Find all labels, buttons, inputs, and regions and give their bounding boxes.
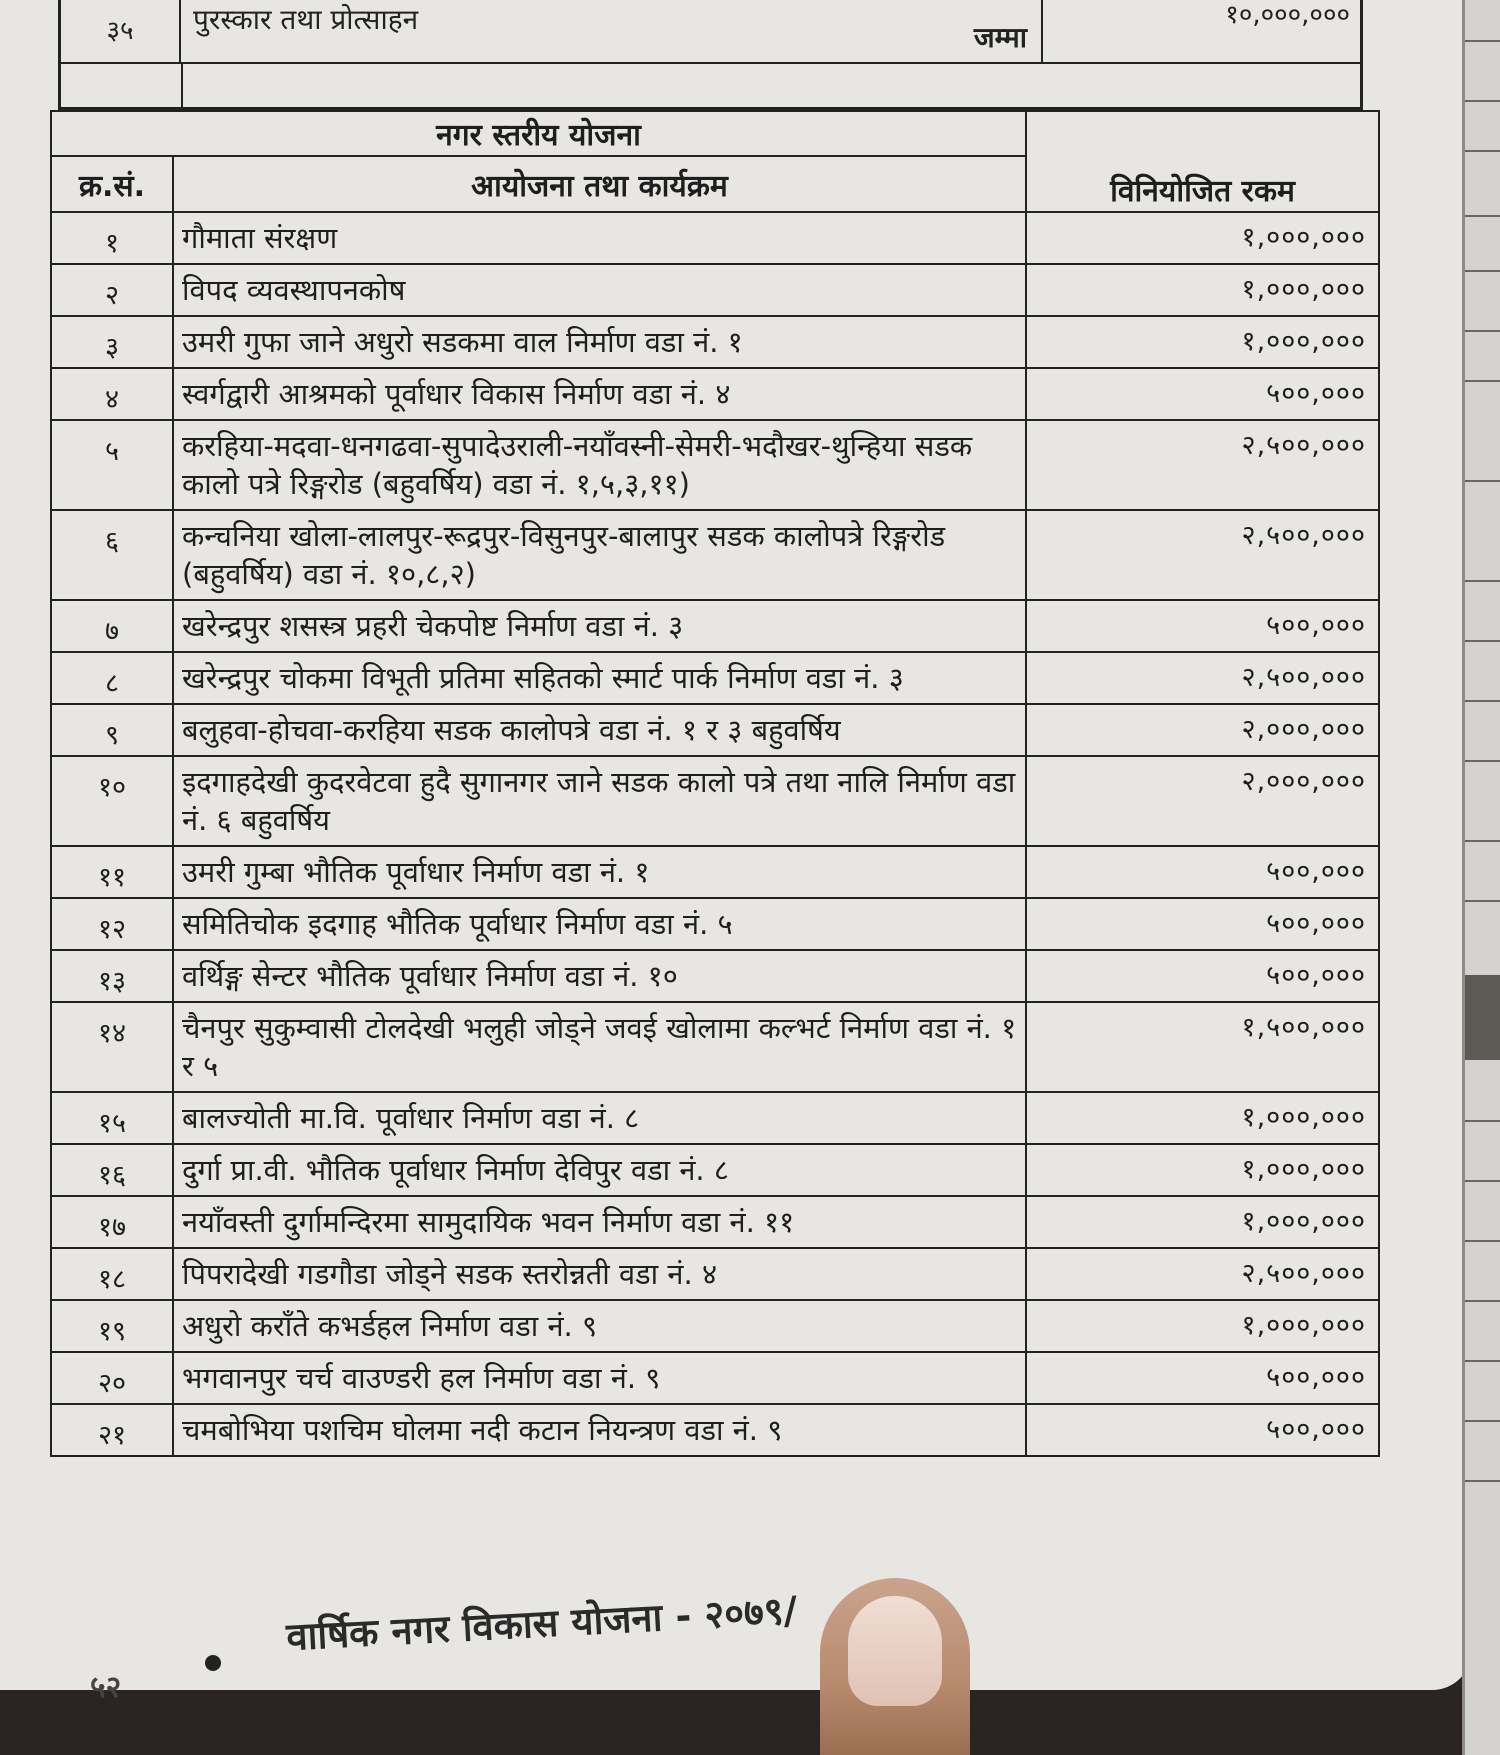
row-amount: २,५००,००० [1026, 1248, 1379, 1300]
municipal-plan-table [50, 110, 1380, 1457]
row-sn: २१ [51, 1404, 173, 1456]
row-sn: ६ [51, 510, 173, 600]
table-row [51, 368, 1379, 420]
row-amount: ५००,००० [1026, 368, 1379, 420]
thumbnail [848, 1596, 942, 1706]
row-description: करहिया-मदवा-धनगढवा-सुपादेउराली-नयाँवस्नी-सेमरी-भदौखर-थुन्हिया सडक कालो पत्रे रिङ्गरोड (बहुवर्षिय) वडा नं. १,५,३,११) [173, 420, 1026, 510]
section-header-row [51, 111, 1379, 156]
adjacent-page-edge [1462, 0, 1500, 1755]
row-amount: १,०००,००० [1026, 264, 1379, 316]
row-sn: १६ [51, 1144, 173, 1196]
previous-table-fragment [58, 0, 1363, 110]
thumb [820, 1578, 970, 1755]
row-description: स्वर्गद्वारी आश्रमको पूर्वाधार विकास निर्माण वडा नं. ४ [173, 368, 1026, 420]
table-row [51, 756, 1379, 846]
previous-row-sn: ३५ [61, 0, 181, 62]
row-amount: २,५००,००० [1026, 420, 1379, 510]
table-row [51, 704, 1379, 756]
row-sn: ८ [51, 652, 173, 704]
row-sn: १९ [51, 1300, 173, 1352]
row-amount: १,०००,००० [1026, 1300, 1379, 1352]
row-description: विपद व्यवस्थापनकोष [173, 264, 1026, 316]
row-sn: ११ [51, 846, 173, 898]
table-row [51, 600, 1379, 652]
row-description: पिपरादेखी गडगौडा जोड्ने सडक स्तरोन्नती वडा नं. ४ [173, 1248, 1026, 1300]
row-sn: १७ [51, 1196, 173, 1248]
sn-header: क्र.सं. [51, 156, 173, 212]
row-description: बलुहवा-होचवा-करहिया सडक कालोपत्रे वडा नं. १ र ३ बहुवर्षिय [173, 704, 1026, 756]
row-description: बालज्योती मा.वि. पूर्वाधार निर्माण वडा नं. ८ [173, 1092, 1026, 1144]
row-sn: १२ [51, 898, 173, 950]
row-sn: ५ [51, 420, 173, 510]
section-title: नगर स्तरीय योजना [51, 111, 1026, 156]
table-row [51, 1144, 1379, 1196]
row-description: कन्चनिया खोला-लालपुर-रूद्रपुर-विसुनपुर-बालापुर सडक कालोपत्रे रिङ्गरोड (बहुवर्षिय) वडा नं. १०,८,२) [173, 510, 1026, 600]
table-row [51, 1248, 1379, 1300]
row-amount: १,५००,००० [1026, 1002, 1379, 1092]
row-amount: २,०००,००० [1026, 704, 1379, 756]
row-description: समितिचोक इदगाह भौतिक पूर्वाधार निर्माण वडा नं. ५ [173, 898, 1026, 950]
table-row [51, 1196, 1379, 1248]
row-description: अधुरो कराँते कभर्डहल निर्माण वडा नं. ९ [173, 1300, 1026, 1352]
row-sn: १० [51, 756, 173, 846]
table-row [51, 1404, 1379, 1456]
table-row [51, 1352, 1379, 1404]
previous-row-description [183, 0, 1043, 62]
row-amount: १,०००,००० [1026, 212, 1379, 264]
row-amount: ५००,००० [1026, 600, 1379, 652]
previous-empty-row [61, 64, 183, 110]
allocated-amount-header: विनियोजित रकम [1026, 111, 1379, 212]
row-sn: ४ [51, 368, 173, 420]
previous-row [61, 0, 1360, 64]
footer-title: वार्षिक नगर विकास योजना - २०७९/ [285, 1588, 799, 1659]
table-row [51, 950, 1379, 1002]
row-sn: १८ [51, 1248, 173, 1300]
row-sn: १४ [51, 1002, 173, 1092]
row-amount: २,५००,००० [1026, 510, 1379, 600]
row-amount: १,०००,००० [1026, 316, 1379, 368]
table-row [51, 510, 1379, 600]
previous-row-amount: १०,०००,००० [1225, 0, 1350, 30]
row-amount: ५००,००० [1026, 950, 1379, 1002]
table-row [51, 264, 1379, 316]
table-row [51, 420, 1379, 510]
row-amount: १,०००,००० [1026, 1144, 1379, 1196]
row-sn: १ [51, 212, 173, 264]
row-amount: १,०००,००० [1026, 1092, 1379, 1144]
row-amount: ५००,००० [1026, 898, 1379, 950]
row-description: नयाँवस्ती दुर्गामन्दिरमा सामुदायिक भवन निर्माण वडा नं. ११ [173, 1196, 1026, 1248]
row-description: चैनपुर सुकुम्वासी टोलदेखी भलुही जोड्ने जवई खोलामा कल्भर्ट निर्माण वडा नं. १ र ५ [173, 1002, 1026, 1092]
total-label: जम्मा [973, 21, 1027, 54]
row-amount: २,०००,००० [1026, 756, 1379, 846]
row-description: उमरी गुफा जाने अधुरो सडकमा वाल निर्माण वडा नं. १ [173, 316, 1026, 368]
page-number: ५२ [90, 1670, 122, 1705]
table-row [51, 1092, 1379, 1144]
row-sn: २ [51, 264, 173, 316]
row-description: गौमाता संरक्षण [173, 212, 1026, 264]
row-sn: १३ [51, 950, 173, 1002]
row-sn: ९ [51, 704, 173, 756]
row-sn: ३ [51, 316, 173, 368]
table-row [51, 1002, 1379, 1092]
adjacent-page-dark-block [1465, 975, 1500, 1060]
row-description: वर्थिङ्ग सेन्टर भौतिक पूर्वाधार निर्माण वडा नं. १० [173, 950, 1026, 1002]
row-description: चमबोभिया पशचिम घोलमा नदी कटान नियन्त्रण वडा नं. ९ [173, 1404, 1026, 1456]
table-row [51, 846, 1379, 898]
row-amount: ५००,००० [1026, 1352, 1379, 1404]
row-description: दुर्गा प्रा.वी. भौतिक पूर्वाधार निर्माण देविपुर वडा नं. ८ [173, 1144, 1026, 1196]
project-header: आयोजना तथा कार्यक्रम [173, 156, 1026, 212]
table-row [51, 316, 1379, 368]
row-amount: २,५००,००० [1026, 652, 1379, 704]
row-sn: १५ [51, 1092, 173, 1144]
row-sn: २० [51, 1352, 173, 1404]
table-row [51, 898, 1379, 950]
table-row [51, 652, 1379, 704]
row-description: इदगाहदेखी कुदरवेटवा हुदै सुगानगर जाने सडक कालो पत्रे तथा नालि निर्माण वडा नं. ६ बहुवर्षिय [173, 756, 1026, 846]
row-description: उमरी गुम्बा भौतिक पूर्वाधार निर्माण वडा नं. १ [173, 846, 1026, 898]
table-row [51, 1300, 1379, 1352]
row-amount: १,०००,००० [1026, 1196, 1379, 1248]
row-sn: ७ [51, 600, 173, 652]
row-amount: ५००,००० [1026, 1404, 1379, 1456]
row-description: खरेन्द्रपुर शसस्त्र प्रहरी चेकपोष्ट निर्माण वडा नं. ३ [173, 600, 1026, 652]
row-description: भगवानपुर चर्च वाउण्डरी हल निर्माण वडा नं. ९ [173, 1352, 1026, 1404]
previous-row-desc-text: पुरस्कार तथा प्रोत्साहन [193, 3, 419, 36]
footer-bullet [205, 1655, 221, 1671]
row-description: खरेन्द्रपुर चोकमा विभूती प्रतिमा सहितको स्मार्ट पार्क निर्माण वडा नं. ३ [173, 652, 1026, 704]
row-amount: ५००,००० [1026, 846, 1379, 898]
table-row [51, 212, 1379, 264]
